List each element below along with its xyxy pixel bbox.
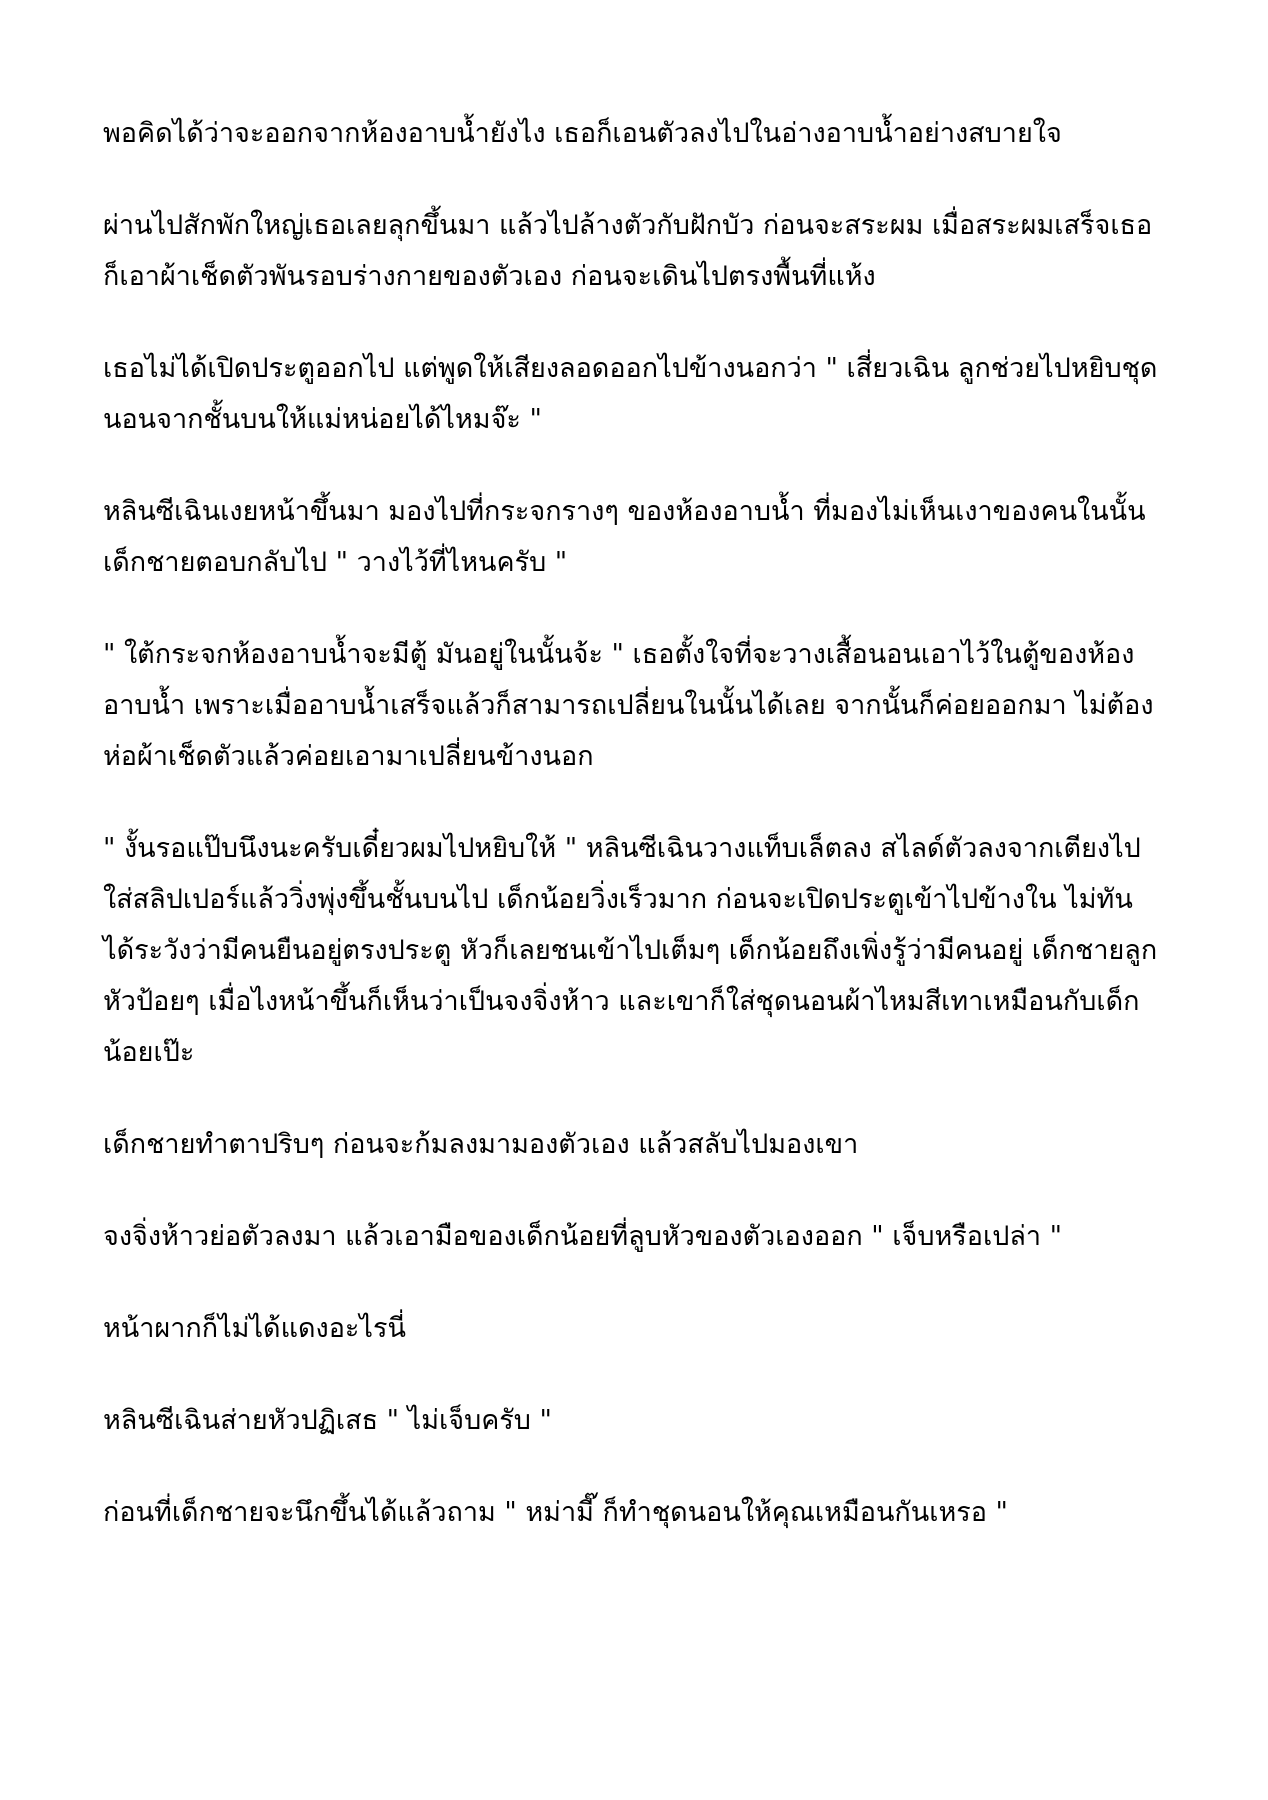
- paragraph-6: " งั้นรอแป๊บนึงนะครับเดี๋ยวผมไปหยิบให้ " หลินซีเฉินวางแท็บเล็ตลง สไลด์ตัวลงจากเตียงไป ใส่สลิปเปอร์แล้ววิ่งพุ่งขึ้นชั้นบนไป เด็กน้อยวิ่งเร็วมาก ก่อนจะเปิดประตูเข้าไปข้างใน ไม่ทัน ได้ระวังว่ามีคนยืนอยู่ตรงประตู หัวก็เลยชนเข้าไปเต็มๆ เด็กน้อยถึงเพิ่งรู้ว่ามีคนอยู่ เด็กชายลูก หัวป้อยๆ เมื่อไงหน้าขึ้นก็เห็นว่าเป็นจงจิ่งห้าว และเขาก็ใส่ชุดนอนผ้าไหมสีเทาเหมือนกับเด็ก น้อยเป๊ะ: [103, 833, 1158, 1068]
- paragraph-8: จงจิ่งห้าวย่อตัวลงมา แล้วเอามือของเด็กน้อยที่ลูบหัวของตัวเองออก " เจ็บหรือเปล่า ": [103, 1221, 1063, 1252]
- paragraph-5: " ใต้กระจกห้องอาบน้ำจะมีตู้ มันอยู่ในนั้นจ้ะ " เธอตั้งใจที่จะวางเสื้อนอนเอาไว้ในตู้ของห้อง อาบน้ำ เพราะเมื่ออาบน้ำเสร็จแล้วก็สามารถเปลี่ยนในนั้นได้เลย จากนั้นก็ค่อยออกมา ไม่ต้อง ห่อผ้าเช็ดตัวแล้วค่อยเอามาเปลี่ยนข้างนอก: [103, 639, 1154, 772]
- paragraph-3: เธอไม่ได้เปิดประตูออกไป แต่พูดให้เสียงลอดออกไปข้างนอกว่า " เสี่ยวเฉิน ลูกช่วยไปหยิบชุด นอนจากชั้นบนให้แม่หน่อยได้ไหมจ๊ะ ": [103, 353, 1158, 435]
- paragraph-1: พอคิดได้ว่าจะออกจากห้องอาบน้ำยังไง เธอก็เอนตัวลงไปในอ่างอาบน้ำอย่างสบายใจ: [103, 118, 1062, 149]
- paragraph-9: หน้าผากก็ไม่ได้แดงอะไรนี่: [103, 1313, 406, 1344]
- paragraph-4: หลินซีเฉินเงยหน้าขึ้นมา มองไปที่กระจกรางๆ ของห้องอาบน้ำ ที่มองไม่เห็นเงาของคนในนั้น เด็กชายตอบกลับไป " วางไว้ที่ไหนครับ ": [103, 496, 1146, 578]
- paragraph-7: เด็กชายทำตาปริบๆ ก่อนจะก้มลงมามองตัวเอง แล้วสลับไปมองเขา: [103, 1129, 859, 1160]
- paragraph-10: หลินซีเฉินส่ายหัวปฏิเสธ " ไม่เจ็บครับ ": [103, 1405, 552, 1436]
- paragraph-2: ผ่านไปสักพักใหญ่เธอเลยลุกขึ้นมา แล้วไปล้างตัวกับฝักบัว ก่อนจะสระผม เมื่อสระผมเสร็จเธอ ก็เอาผ้าเช็ดตัวพันรอบร่างกายของตัวเอง ก่อนจะเดินไปตรงพื้นที่แห้ง: [103, 210, 1153, 292]
- paragraph-11: ก่อนที่เด็กชายจะนึกขึ้นได้แล้วถาม " หม่ามี๊ ก็ทำชุดนอนให้คุณเหมือนกันเหรอ ": [103, 1497, 1008, 1528]
- document-body: [103, 108, 1183, 1579]
